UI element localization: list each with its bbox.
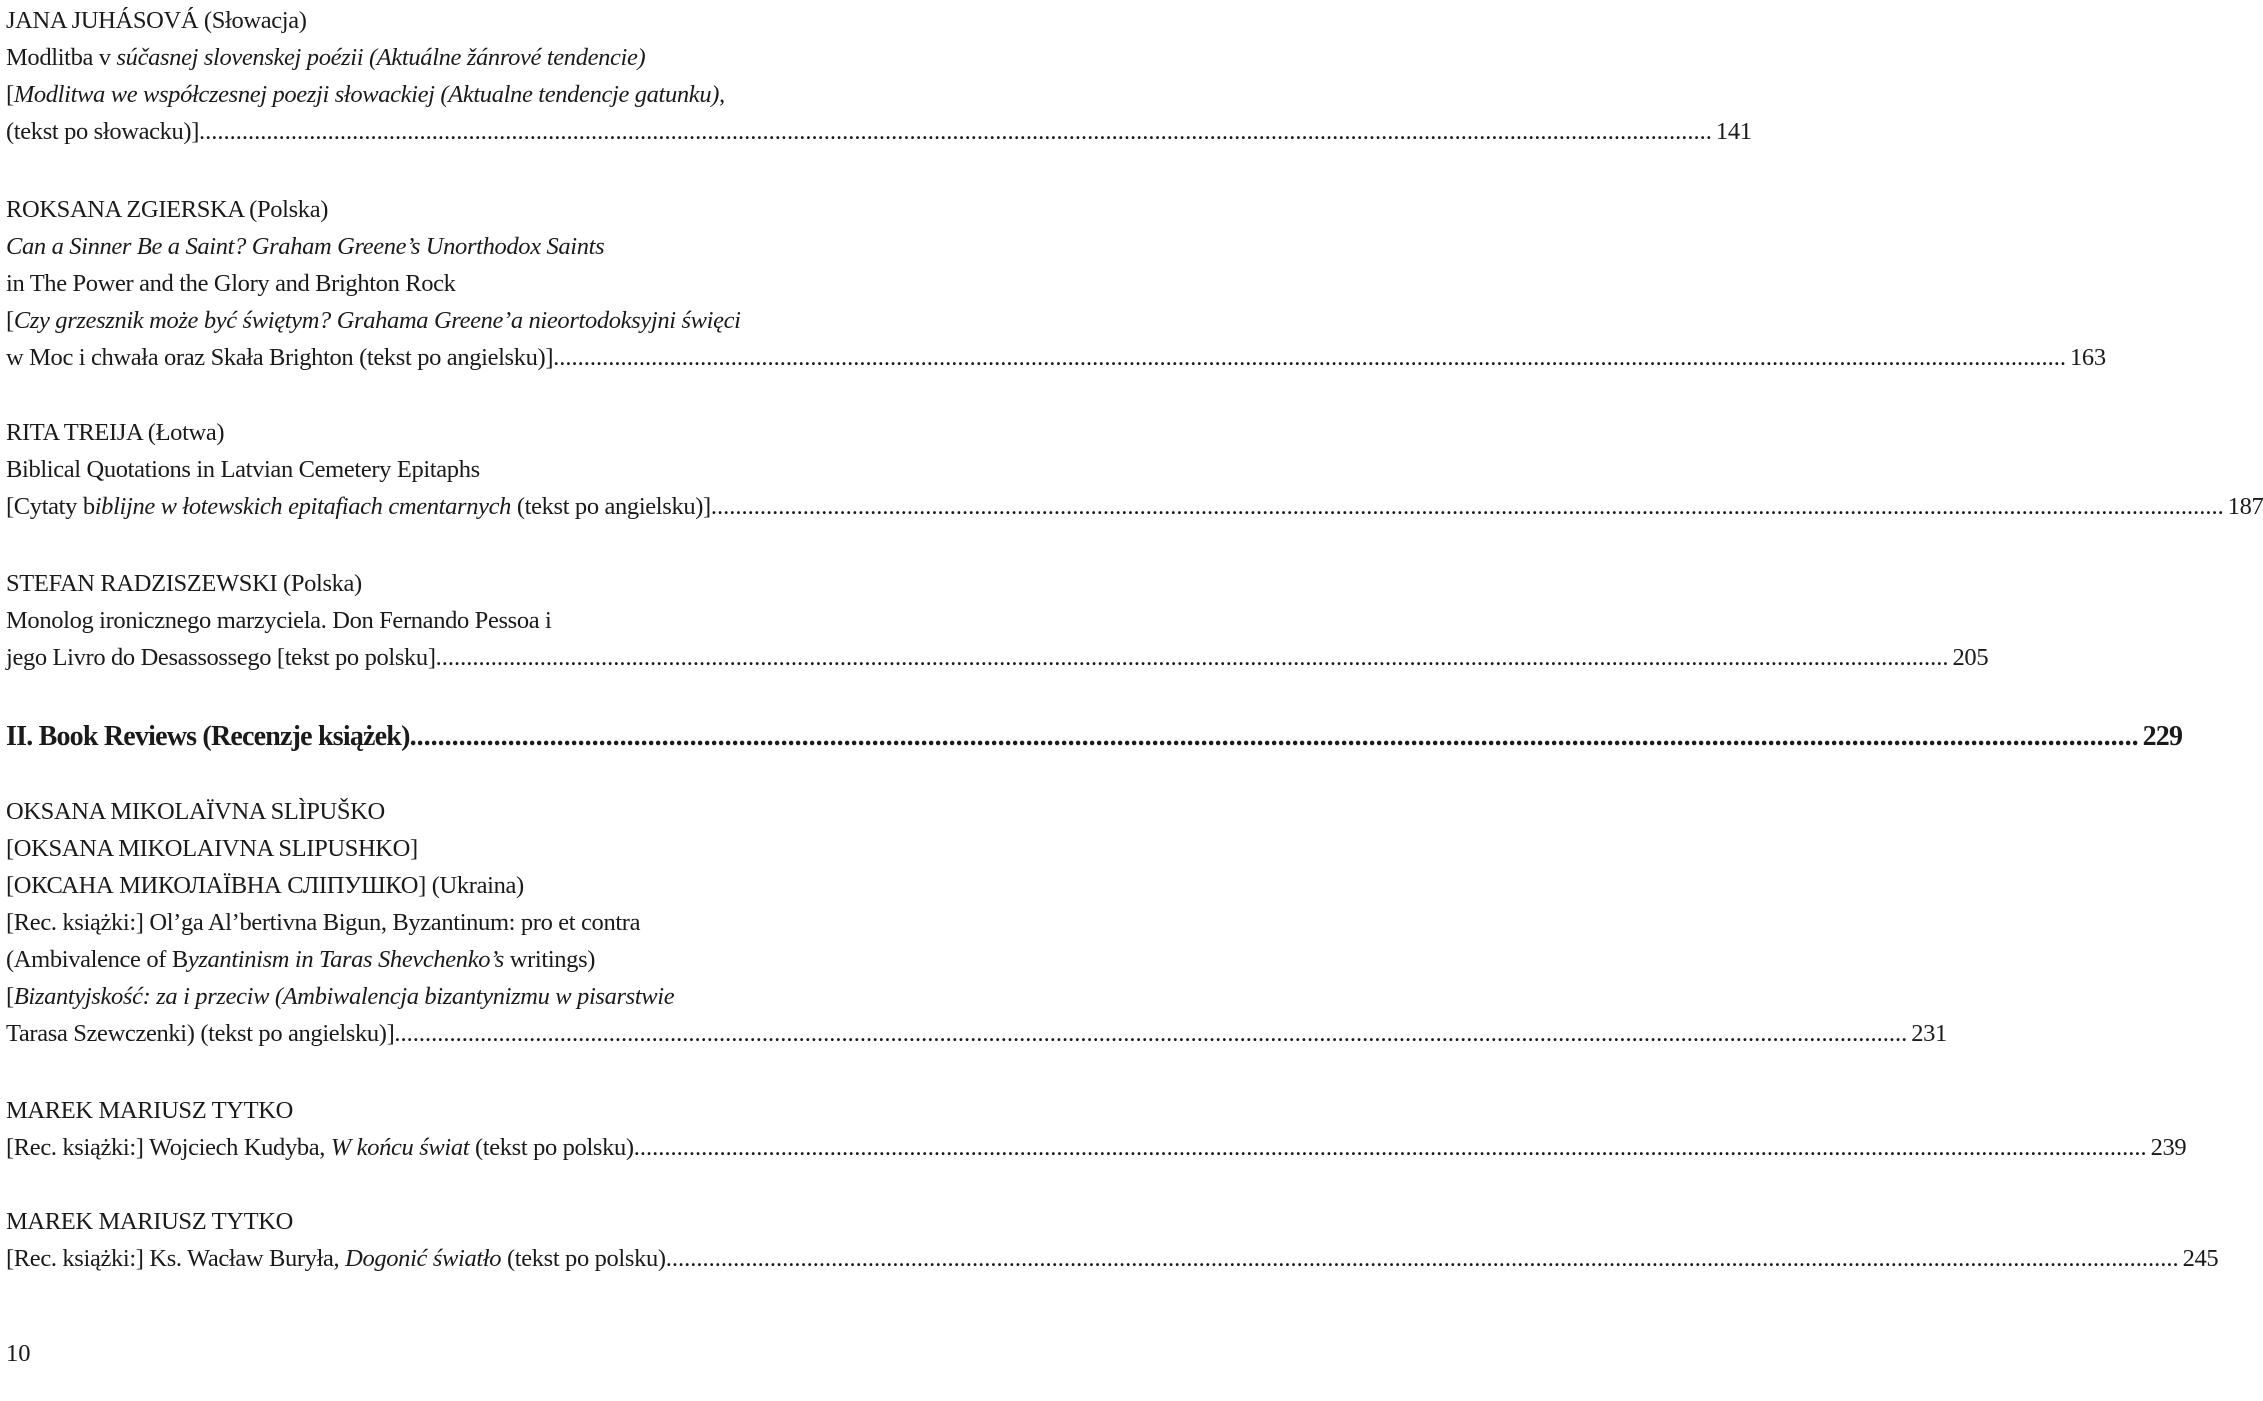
- review-author: [ОКСАНА МИКОЛАЇВНА СЛІПУШКО] (Ukraina): [6, 872, 524, 899]
- toc-line: w Moc i chwała oraz Skała Brighton (tekst po angielsku)] ....................................................................................................................................................................................................................................................... 163: [6, 339, 952, 376]
- page-number: 10: [6, 1340, 31, 1367]
- toc-line: [Rec. książki:] Wojciech Kudyba, W końcu świat (tekst po polsku) ....................................................................................................................................................................................................................................................... 239: [6, 1129, 952, 1166]
- entry-title-line: in The Power and the Glory and Brighton Rock: [6, 270, 456, 297]
- toc-line: [Rec. książki:] Ks. Wacław Buryła, Dogonić światło (tekst po polsku) ....................................................................................................................................................................................................................................................... 245: [6, 1240, 952, 1277]
- toc-line: jego Livro do Desassossego [tekst po polsku] ....................................................................................................................................................................................................................................................... 205: [6, 639, 952, 676]
- review-title-line: [Bizantyjskość: za i przeciw (Ambiwalencja bizantynizmu w pisarstwie: [6, 983, 675, 1010]
- page-ref: 205: [1952, 644, 1989, 671]
- entry-author: STEFAN RADZISZEWSKI (Polska): [6, 570, 362, 597]
- dot-leader: .......................................................................................................................................................................................................................................................: [409, 721, 2139, 752]
- toc-line: Tarasa Szewczenki) (tekst po angielsku)] ....................................................................................................................................................................................................................................................... 231: [6, 1015, 952, 1052]
- entry-title-line: Biblical Quotations in Latvian Cemetery Epitaphs: [6, 456, 480, 483]
- entry-author: RITA TREIJA (Łotwa): [6, 419, 225, 446]
- toc-line: [Cytaty biblijne w łotewskich epitafiach cmentarnych (tekst po angielsku)] ....................................................................................................................................................................................................................................................... 187: [6, 488, 952, 525]
- entry-title-line: Can a Sinner Be a Saint? Graham Greene’s Unorthodox Saints: [6, 233, 605, 260]
- entry-title-line: [Czy grzesznik może być świętym? Grahama Greene’a nieortodoksyjni święci: [6, 307, 741, 334]
- review-author: MAREK MARIUSZ TYTKO: [6, 1097, 293, 1124]
- entry-title-line: Modlitba v súčasnej slovenskej poézii (Aktuálne žánrové tendencie): [6, 44, 646, 71]
- dot-leader: .......................................................................................................................................................................................................................................................: [394, 1020, 1908, 1047]
- entry-title-line: Monolog ironicznego marzyciela. Don Fernando Pessoa i: [6, 607, 552, 634]
- page-ref: 163: [2070, 344, 2106, 371]
- entry-author: JANA JUHÁSOVÁ (Słowacja): [6, 7, 307, 34]
- section-heading: II. Book Reviews (Recenzje książek) ....................................................................................................................................................................................................................................................... 229: [6, 716, 952, 758]
- dot-leader: .......................................................................................................................................................................................................................................................: [665, 1245, 2179, 1272]
- page-ref: 187: [2227, 493, 2263, 520]
- page-ref: 231: [1911, 1020, 1947, 1047]
- review-author: MAREK MARIUSZ TYTKO: [6, 1208, 293, 1235]
- page-ref: 239: [2150, 1134, 2187, 1161]
- review-author: OKSANA MIKOLAÏVNA SLÌPUŠKO: [6, 798, 385, 825]
- dot-leader: .......................................................................................................................................................................................................................................................: [435, 644, 1949, 671]
- review-title-line: [Rec. książki:] Ol’ga Al’bertivna Bigun, Byzantinum: pro et contra: [6, 909, 641, 936]
- dot-leader: .......................................................................................................................................................................................................................................................: [553, 344, 2067, 371]
- toc-line: (tekst po słowacku)] ....................................................................................................................................................................................................................................................... 141: [6, 113, 952, 150]
- page-ref: 245: [2182, 1245, 2219, 1272]
- dot-leader: .......................................................................................................................................................................................................................................................: [199, 118, 1712, 145]
- review-title-line: (Ambivalence of Byzantinism in Taras Shevchenko’s writings): [6, 946, 596, 973]
- dot-leader: .......................................................................................................................................................................................................................................................: [633, 1134, 2147, 1161]
- entry-author: ROKSANA ZGIERSKA (Polska): [6, 196, 329, 223]
- entry-title-line: [Modlitwa we współczesnej poezji słowackiej (Aktualne tendencje gatunku),: [6, 81, 725, 108]
- page-ref: 141: [1715, 118, 1752, 145]
- review-author: [OKSANA MIKOLAIVNA SLIPUSHKO]: [6, 835, 418, 862]
- dot-leader: .......................................................................................................................................................................................................................................................: [710, 493, 2224, 520]
- page-ref: 229: [2142, 721, 2183, 752]
